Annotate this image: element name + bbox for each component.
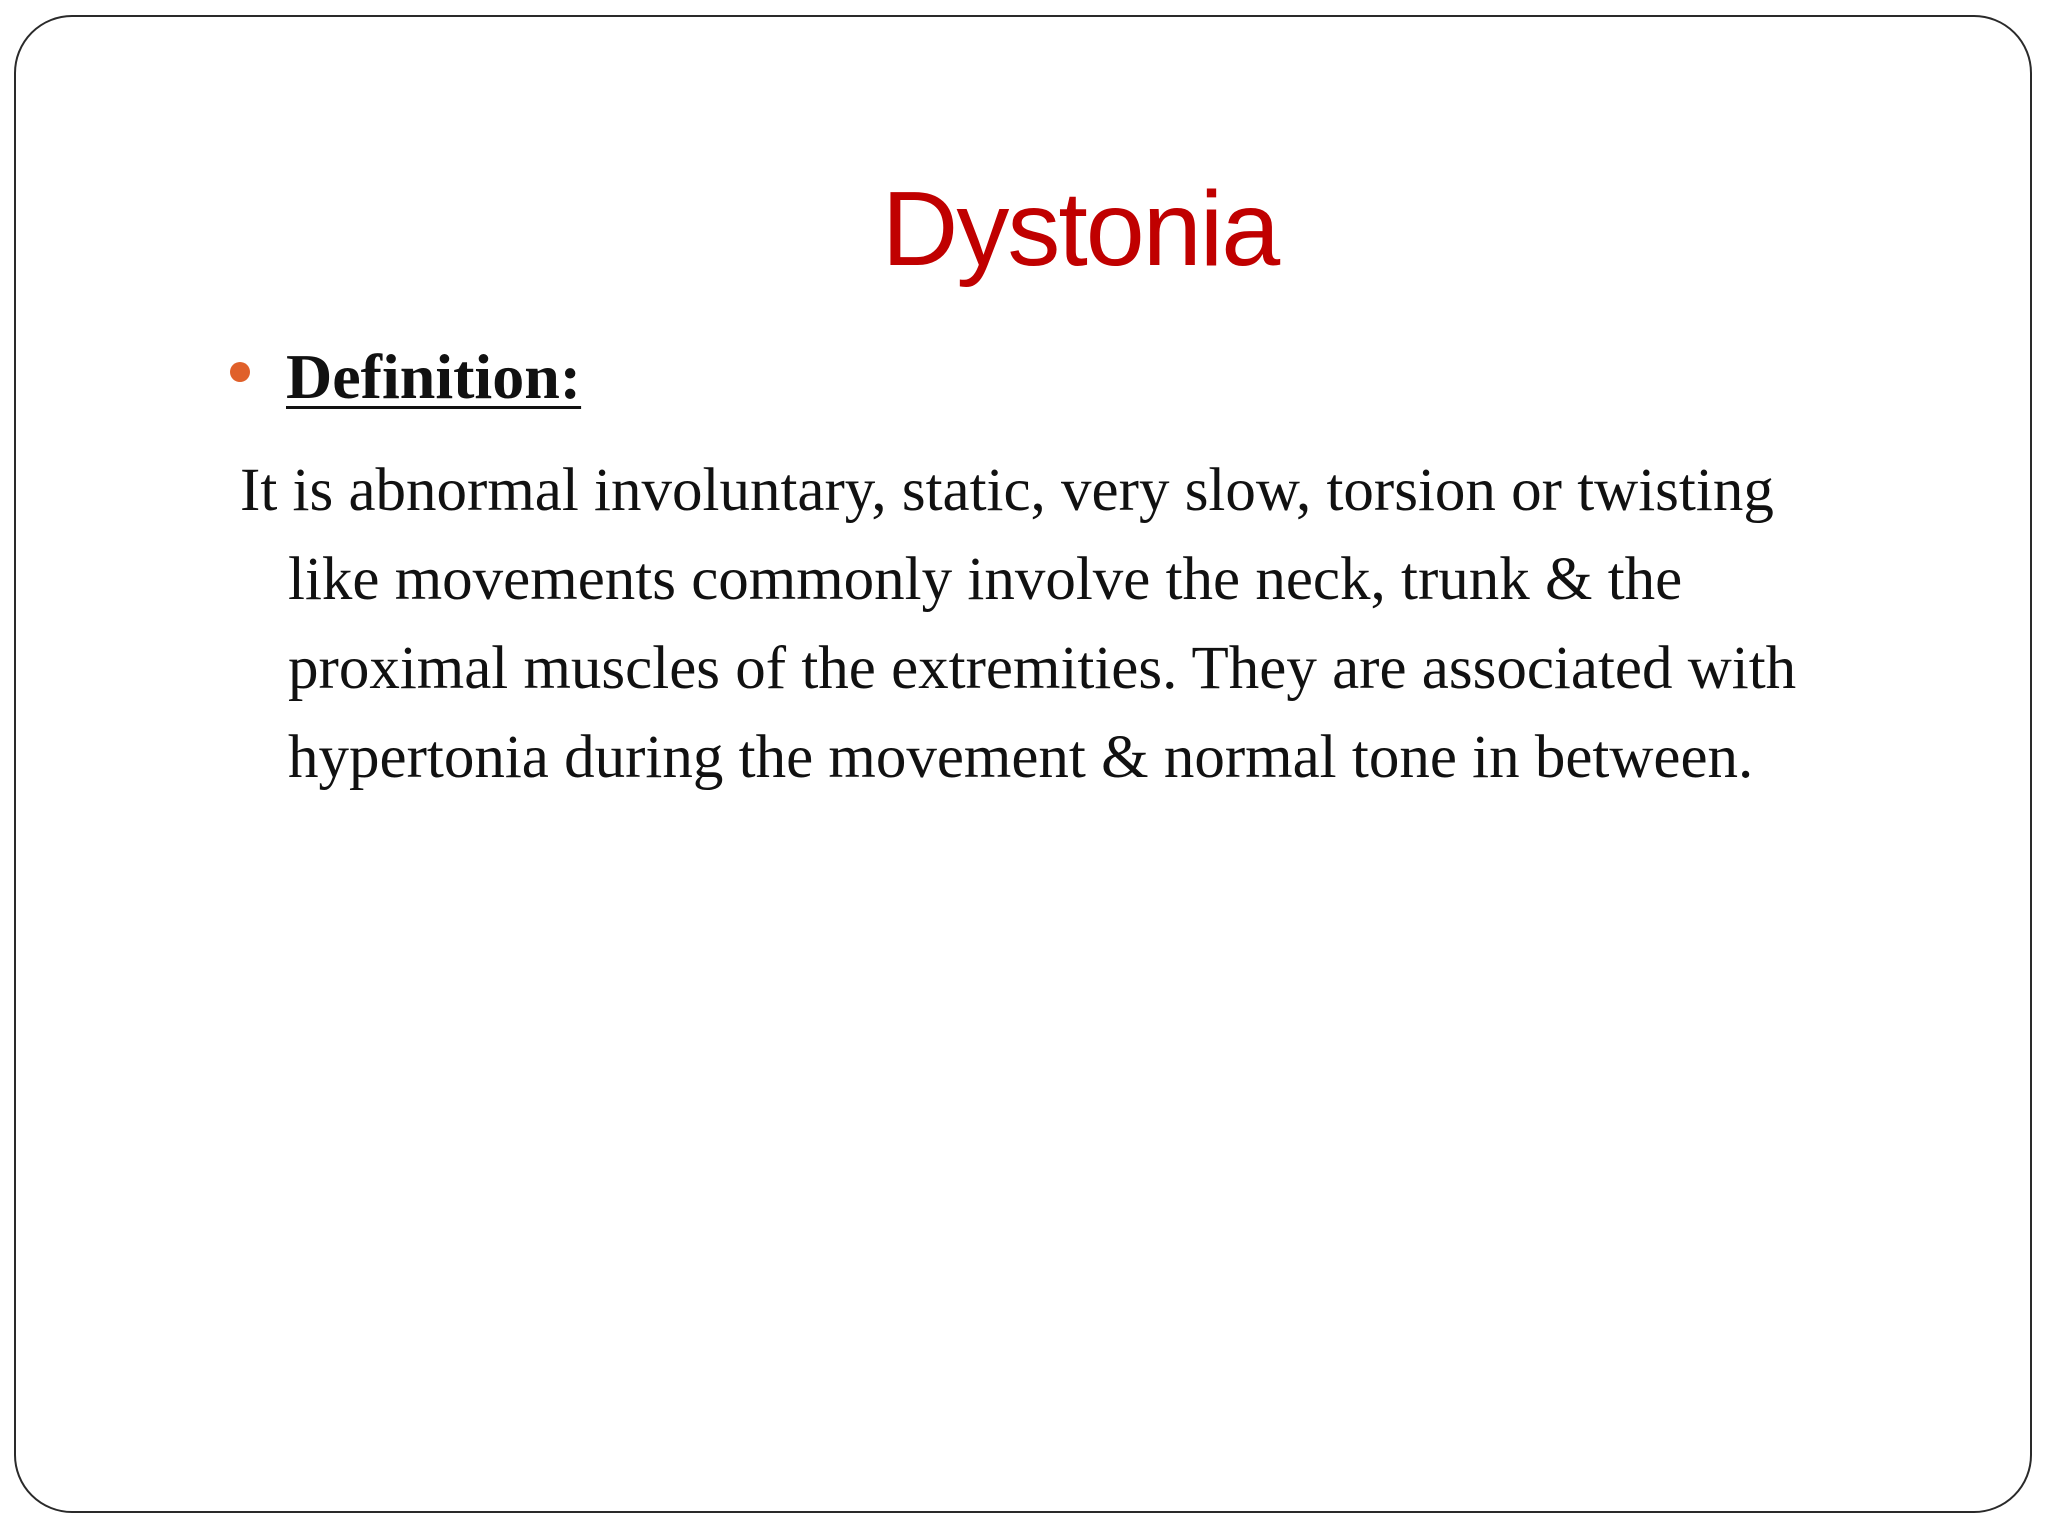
slide-title: Dystonia <box>881 170 1279 288</box>
definition-paragraph <box>240 446 1940 802</box>
definition-line-4: hypertonia during the movement & normal tone in between. <box>288 724 1754 791</box>
definition-line-2: like movements commonly involve the neck, trunk & the <box>288 546 1683 613</box>
definition-line-1: It is abnormal involuntary, static, very slow, torsion or twisting <box>240 457 1774 524</box>
bullet-dot-icon <box>230 362 250 382</box>
definition-line-3: proximal muscles of the extremities. They are associated with <box>288 635 1797 702</box>
bullet-item <box>230 340 581 414</box>
definition-heading: Definition: <box>286 341 582 412</box>
